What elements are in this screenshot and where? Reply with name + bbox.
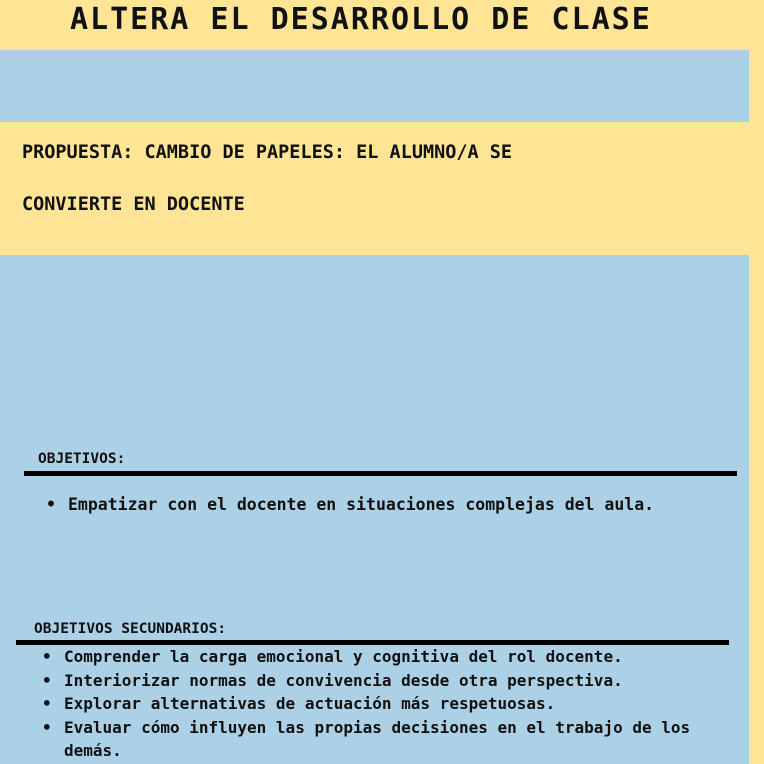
list-item: • Comprender la carga emocional y cognitiva del rol docente. [42,645,732,669]
objectives-panel [0,255,749,764]
list-item: • Explorar alternativas de actuación más respetuosas. [42,692,732,716]
list-item: • Interiorizar normas de convivencia desde otra perspectiva. [42,669,732,693]
proposal-line-1: PROPUESTA: CAMBIO DE PAPELES: EL ALUMNO/A SE [22,142,513,163]
objectives-list [46,495,654,514]
objectives-divider [24,471,737,476]
objectives-heading: OBJETIVOS: [38,451,126,467]
title-bar [0,0,764,50]
page-title: ALTERA EL DESARROLLO DE CLASE [70,2,652,37]
secondary-objectives-heading: OBJETIVOS SECUNDARIOS: [34,621,227,637]
blue-band-top [0,50,749,122]
list-item: • Evaluar cómo influyen las propias decisiones en el trabajo de los demás. [42,716,732,763]
proposal-section [0,122,749,255]
secondary-objectives-list [42,645,732,763]
proposal-line-2: CONVIERTE EN DOCENTE [22,194,245,215]
list-item: • Empatizar con el docente en situaciones complejas del aula. [46,495,654,514]
